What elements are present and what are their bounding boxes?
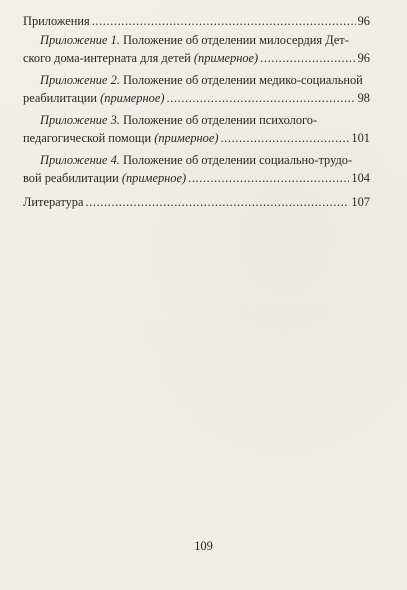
- dot-leader: [166, 89, 355, 107]
- toc-entry-appendix-2: [23, 71, 370, 107]
- page-number: 109: [194, 539, 213, 553]
- appendix-title-line-2: вой реабилитации: [23, 171, 122, 185]
- appendix-label: Приложение 2.: [40, 73, 120, 87]
- appendix-label: Приложение 1.: [40, 33, 120, 47]
- toc-page-number: 104: [351, 171, 370, 185]
- appendix-title-line-1: Положение об отделении милосердия Дет-: [119, 33, 349, 47]
- toc-page-number: 98: [357, 91, 370, 105]
- toc-entry-literature: [23, 193, 370, 211]
- appendix-title-line-2: педагогической помощи: [23, 131, 155, 145]
- toc-page-number: 96: [357, 14, 370, 28]
- dot-leader: [92, 12, 356, 30]
- appendix-label: Приложение 4.: [40, 153, 120, 167]
- toc-entry-title: Литература: [23, 195, 84, 209]
- appendix-title-line-1: Положение об отделении медико-социальной: [119, 73, 363, 87]
- toc-entry-title: Приложения: [23, 14, 90, 28]
- appendix-note: (примерное): [154, 131, 219, 145]
- dot-leader: [221, 129, 350, 147]
- toc-entry-appendix-1: [23, 31, 370, 67]
- appendix-note: (примерное): [121, 171, 187, 185]
- toc-entry-appendix-4: [23, 151, 370, 187]
- toc-page-number: 96: [357, 51, 370, 65]
- appendix-title-line-2: реабилитации: [23, 91, 101, 105]
- appendix-note: (примерное): [100, 91, 165, 105]
- appendix-label: Приложение 3.: [40, 113, 120, 127]
- toc-page-number: 101: [351, 131, 370, 145]
- dot-leader: [260, 49, 355, 67]
- toc-entry-appendices: [23, 12, 370, 30]
- appendix-title-line-1: Положение об отделении социально-трудо-: [119, 153, 353, 167]
- appendix-title-line-2: ского дома-интерната для детей: [23, 51, 194, 65]
- table-of-contents: [23, 12, 370, 212]
- toc-page-number: 107: [351, 195, 370, 209]
- dot-leader: [85, 193, 349, 211]
- dot-leader: [188, 169, 349, 187]
- appendix-title-line-1: Положение об отделении психолого-: [119, 113, 318, 127]
- appendix-note: (примерное): [193, 51, 259, 65]
- toc-entry-appendix-3: [23, 111, 370, 147]
